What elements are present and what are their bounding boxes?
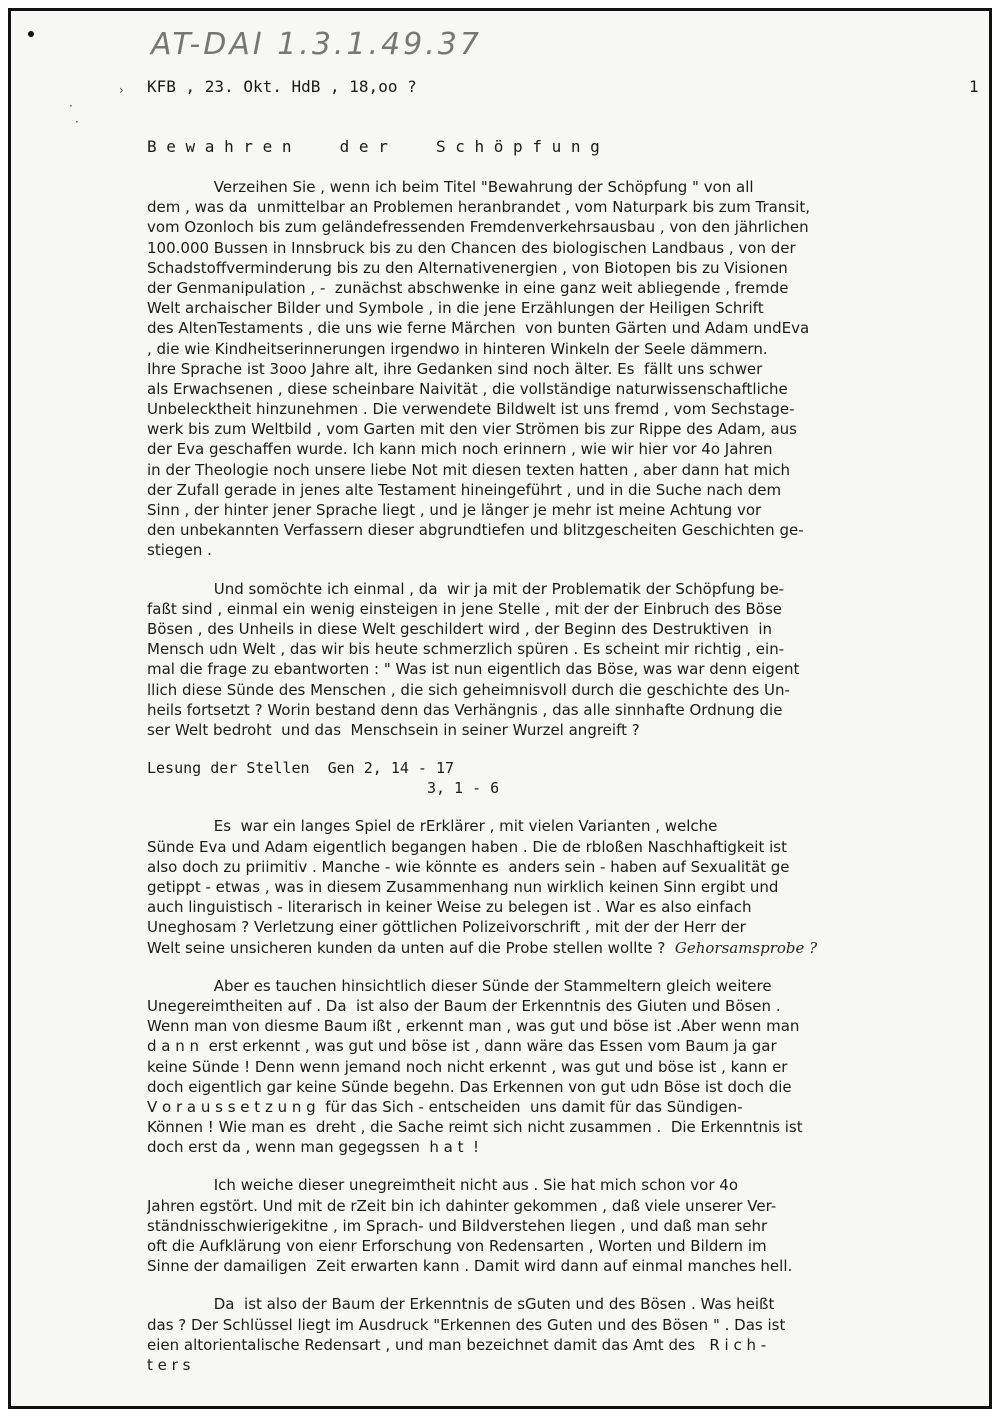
text-line: den unbekannten Verfassern dieser abgrundtiefen und blitzgescheiten Geschichten ge- bbox=[147, 521, 804, 540]
text-line: des AltenTestaments , die uns wie ferne Märchen von bunten Gärten und Adam undEva bbox=[147, 319, 810, 338]
text-line: , die wie Kindheitserinnerungen irgendwo in hinteren Winkeln der Seele dämmern. bbox=[147, 339, 768, 358]
margin-tick: › bbox=[119, 83, 124, 97]
text-line: Ich weiche dieser unegreimtheit nicht aus . Sie hat mich schon vor 4o bbox=[147, 1176, 739, 1195]
paragraph bbox=[147, 579, 992, 741]
text-line: Ihre Sprache ist 3ooo Jahre alt, ihre Gedanken sind noch älter. Es fällt uns schwer bbox=[147, 359, 763, 378]
text-line: Wenn man von diesme Baum ißt , erkennt man , was gut und böse ist .Aber wenn man bbox=[147, 1017, 800, 1036]
text-line: doch erst da , wenn man gegegssen h a t ! bbox=[147, 1138, 480, 1157]
paragraph bbox=[147, 1175, 992, 1276]
text-line: also doch zu priimitiv . Manche - wie könnte es anders sein - haben auf Sexualität ge bbox=[147, 857, 790, 876]
text-line: t e r s bbox=[147, 1355, 191, 1374]
text-line: Können ! Wie man es dreht , die Sache reimt sich nicht zusammen . Die Erkenntnis ist bbox=[147, 1118, 803, 1137]
text-line: faßt sind , einmal ein wenig einsteigen in jene Stelle , mit der der Einbruch des Böse bbox=[147, 599, 783, 618]
document-body bbox=[147, 177, 992, 1375]
page-number: 1 bbox=[969, 77, 979, 96]
text-line: llich diese Sünde des Menschen , die sich geheimnisvoll durch die geschichte des Un- bbox=[147, 680, 790, 699]
paragraph-gap bbox=[147, 958, 992, 976]
text-line: werk bis zum Weltbild , vom Garten mit den vier Strömen bis zur Rippe des Adam, aus bbox=[147, 420, 797, 439]
text-line: Sünde Eva und Adam eigentlich begangen haben . Die de rbloßen Naschhaftigkeit ist bbox=[147, 837, 787, 856]
text-line: Unbelecktheit hinzunehmen . Die verwendete Bildwelt ist uns fremd , vom Sechstage- bbox=[147, 400, 795, 419]
text-line: Uneghosam ? Verletzung einer göttlichen Polizeivorschrift , mit der der Herr der bbox=[147, 918, 746, 937]
paragraph-gap bbox=[147, 798, 992, 816]
document-title: B e w a h r e n d e r S c h ö p f u n g bbox=[147, 137, 600, 156]
text-line: Es war ein langes Spiel de rErklärer , mit vielen Varianten , welche bbox=[147, 817, 718, 836]
text-line: Unegereimtheiten auf . Da ist also der Baum der Erkenntnis des Giuten und Bösen . bbox=[147, 996, 781, 1015]
paragraph-gap bbox=[147, 740, 992, 758]
text-line: Schadstoffverminderung bis zu den Alternativenergien , von Biotopen bis zu Visionen bbox=[147, 258, 788, 277]
paragraph-gap bbox=[147, 1157, 992, 1175]
archive-number: AT-DAI 1.3.1.49.37 bbox=[151, 27, 482, 62]
paragraph bbox=[147, 758, 992, 798]
text-line: Mensch udn Welt , das wir bis heute schmerzlich spüren . Es scheint mir richtig , ein- bbox=[147, 640, 785, 659]
text-line: Aber es tauchen hinsichtlich dieser Sünde der Stammeltern gleich weitere bbox=[147, 976, 772, 995]
text-line: Da ist also der Baum der Erkenntnis de sGuten und des Bösen . Was heißt bbox=[147, 1295, 775, 1314]
text-line: der Zufall gerade in jenes alte Testament hineingeführt , und in die Suche nach dem bbox=[147, 480, 782, 499]
handwritten-note: Gehorsamsprobe ? bbox=[665, 938, 818, 957]
text-line: V o r a u s s e t z u n g für das Sich - entscheiden uns damit für das Sündigen- bbox=[147, 1097, 743, 1116]
document-header: KFB , 23. Okt. HdB , 18,oo ? bbox=[147, 77, 417, 96]
text-line: ständnisschwierigekitne , im Sprach- und Bildverstehen liegen , und daß man sehr bbox=[147, 1216, 768, 1235]
text-line: 100.000 Bussen in Innsbruck bis zu den Chancen des biologischen Landbaus , von der bbox=[147, 238, 796, 257]
text-line: doch eigentlich gar keine Sünde begehn. Das Erkennen von gut udn Böse ist doch die bbox=[147, 1077, 792, 1096]
text-line: als Erwachsenen , diese scheinbare Naivität , die vollständige naturwissenschaftliche bbox=[147, 379, 788, 398]
margin-tick: · bbox=[69, 99, 73, 113]
text-line: stiegen . bbox=[147, 541, 212, 560]
paragraph-gap bbox=[147, 561, 992, 579]
text-line: Verzeihen Sie , wenn ich beim Titel "Bewahrung der Schöpfung " von all bbox=[147, 178, 754, 196]
text-line: Welt archaischer Bilder und Symbole , in die jene Erzählungen der Heiligen Schrift bbox=[147, 299, 764, 318]
text-line: heils fortsetzt ? Worin bestand denn das Verhängnis , das alle sinnhafte Ordnung die bbox=[147, 700, 783, 719]
text-line: Welt seine unsicheren kunden da unten auf die Probe stellen wollte ? Gehorsamsprobe ? bbox=[147, 938, 818, 957]
text-line: ser Welt bedroht und das Menschsein in seiner Wurzel angreift ? bbox=[147, 720, 640, 739]
text-line: d a n n erst erkennt , was gut und böse ist , dann wäre das Essen vom Baum ja gar bbox=[147, 1037, 777, 1056]
text-line: Sinn , der hinter jener Sprache liegt , und je länger je mehr ist meine Achtung vor bbox=[147, 501, 762, 519]
text-line: vom Ozonloch bis zum geländefressenden Fremdenverkehrsausbau , von den jährlichen bbox=[147, 218, 809, 237]
text-line: eien altorientalische Redensart , und man bezeichnet damit das Amt des R i c h - bbox=[147, 1335, 767, 1354]
text-line: Bösen , des Unheils in diese Welt geschildert wird , der Beginn des Destruktiven in bbox=[147, 619, 773, 638]
paragraph bbox=[147, 976, 992, 1158]
margin-dot bbox=[28, 31, 34, 37]
text-line: der Genmanipulation , - zunächst abschwenke in eine ganz weit abliegende , fremde bbox=[147, 278, 789, 297]
text-line: in der Theologie noch unsere liebe Not mit diesen texten hatten , aber dann hat mich bbox=[147, 460, 790, 479]
text-line: der Eva geschaffen wurde. Ich kann mich noch erinnern , wie wir hier vor 4o Jahren bbox=[147, 440, 773, 459]
text-line: Sinne der damailigen Zeit erwarten kann . Damit wird dann auf einmal manches hell. bbox=[147, 1257, 793, 1276]
text-line: mal die frage zu ebantworten : " Was ist nun eigentlich das Böse, was war denn eigent bbox=[147, 660, 800, 679]
paragraph bbox=[147, 177, 992, 561]
paragraph bbox=[147, 1294, 992, 1375]
text-line: Lesung der Stellen Gen 2, 14 - 17 bbox=[147, 759, 455, 778]
text-line: getippt - etwas , was in diesem Zusammenhang nun wirklich keinen Sinn ergibt und bbox=[147, 878, 779, 896]
paragraph-gap bbox=[147, 1276, 992, 1294]
text-line: Jahren egstört. Und mit de rZeit bin ich dahinter gekommen , daß viele unserer Ver- bbox=[147, 1196, 777, 1215]
text-line: 3, 1 - 6 bbox=[147, 779, 500, 798]
text-line: keine Sünde ! Denn wenn jemand noch nicht erkennt , was gut und böse ist , kann er bbox=[147, 1057, 788, 1076]
text-line: dem , was da unmittelbar an Problemen heranbrandet , vom Naturpark bis zum Transit, bbox=[147, 198, 811, 217]
margin-tick: · bbox=[75, 115, 79, 129]
text-line: Und somöchte ich einmal , da wir ja mit der Problematik der Schöpfung be- bbox=[147, 579, 785, 598]
paragraph bbox=[147, 816, 992, 957]
text-line: auch linguistisch - literarisch in keiner Weise zu belegen ist . War es also einfach bbox=[147, 898, 752, 917]
document-page bbox=[8, 8, 992, 1409]
text-line: das ? Der Schlüssel liegt im Ausdruck "Erkennen des Guten und des Bösen " . Das ist bbox=[147, 1315, 786, 1334]
text-line: oft die Aufklärung von eienr Erforschung von Redensarten , Worten und Bildern im bbox=[147, 1237, 767, 1255]
